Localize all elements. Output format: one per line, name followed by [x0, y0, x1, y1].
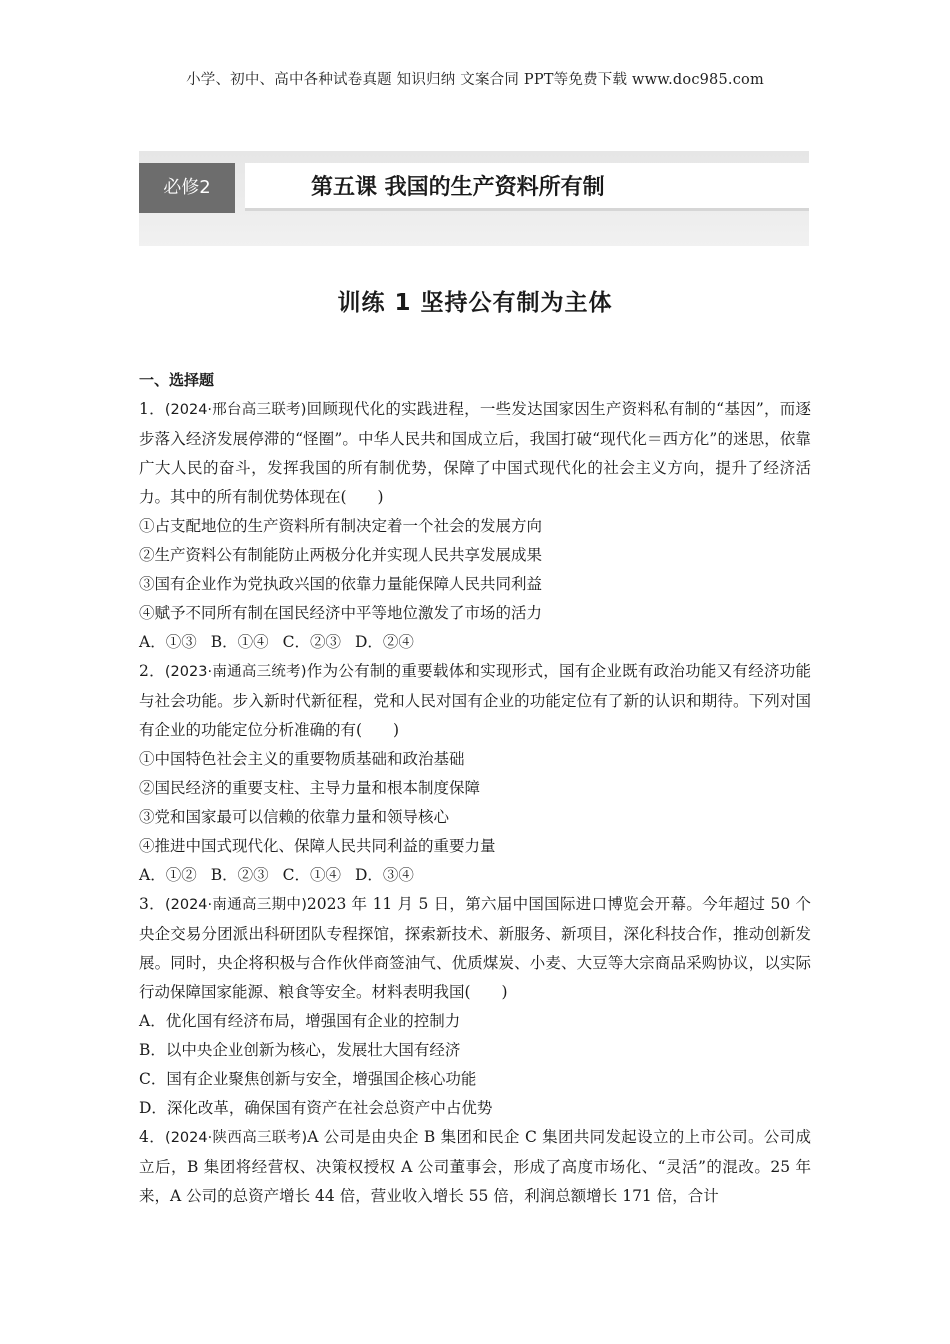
training-title: 训练 1 坚持公有制为主体 — [337, 290, 613, 316]
question-4 — [139, 1123, 811, 1211]
question-content — [139, 366, 811, 1211]
statement: ②生产资料公有制能防止两极分化并实现人民共享发展成果 — [139, 546, 543, 564]
question-stem — [139, 1123, 811, 1211]
option: C．国有企业聚焦创新与安全，增强国企核心功能 — [139, 1070, 477, 1088]
question-source: (2023·南通高三统考) — [164, 664, 307, 680]
option: A．①② — [139, 866, 197, 884]
option: B．以中央企业创新为核心，发展壮大国有经济 — [139, 1041, 461, 1059]
statement: ④赋予不同所有制在国民经济中平等地位激发了市场的活力 — [139, 604, 543, 622]
lesson-banner — [139, 151, 809, 246]
option: D．深化改革，确保国有资产在社会总资产中占优势 — [139, 1099, 493, 1117]
statement: ④推进中国式现代化、保障人民共同利益的重要力量 — [139, 837, 496, 855]
question-number: 4． — [139, 1128, 166, 1146]
statement: ②国民经济的重要支柱、主导力量和根本制度保障 — [139, 779, 481, 797]
question-text: 回顾现代化的实践进程，一些发达国家因生产资料私有制的“基因”，而逐步落入经济发展停滞的“怪圈”。中华人民共和国成立后，我国打破“现代化＝西方化”的迷思，依靠广大人民的奋斗，发挥我国的所有制优势，保障了中国式现代化的社会主义方向，提升了经济活力。其中的所有制优势体现在( ) — [139, 400, 811, 506]
answer-options — [139, 628, 811, 657]
option: C．②③ — [282, 633, 341, 651]
question-text: 2023 年 11 月 5 日，第六届中国国际进口博览会开幕。今年超过 50 个央企交易分团派出科研团队专程探馆，探索新技术、新服务、新项目，深化科技合作，推动创新发展。同时，央企将积极与合作伙伴商签油气、优质煤炭、小麦、大豆等大宗商品采购协议，以实际行动保障国家能源、粮食等安全。材料表明我国( ) — [139, 895, 812, 1001]
question-2 — [139, 657, 811, 890]
section-title: 一、选择题 — [139, 371, 215, 389]
statement: ①占支配地位的生产资料所有制决定着一个社会的发展方向 — [139, 517, 543, 535]
option: D．③④ — [354, 866, 414, 884]
option: A．①③ — [139, 633, 197, 651]
question-text: A 公司是由央企 B 集团和民企 C 集团共同发起设立的上市公司。公司成立后，B 集团将经营权、决策权授权 A 公司董事会，形成了高度市场化、“灵活”的混改。25 年来，A 公司的总资产增长 44 倍，营业收入增长 55 倍，利润总额增长 171 倍，合计 — [139, 1128, 811, 1205]
question-text: 作为公有制的重要载体和实现形式，国有企业既有政治功能又有经济功能与社会功能。步入新时代新征程，党和人民对国有企业的功能定位有了新的认识和期待。下列对国有企业的功能定位分析准确的有( ) — [139, 662, 811, 739]
question-source: (2024·南通高三期中) — [164, 897, 307, 913]
question-stem — [139, 890, 811, 1007]
banner-tab: 必修2 — [139, 163, 235, 213]
option: B．②③ — [210, 866, 269, 884]
option: B．①④ — [210, 633, 269, 651]
answer-options — [139, 861, 811, 890]
question-1 — [139, 395, 811, 657]
question-stem — [139, 395, 811, 512]
question-number: 1． — [139, 400, 165, 418]
statement: ③党和国家最可以信赖的依靠力量和领导核心 — [139, 808, 450, 826]
question-number: 2． — [139, 662, 165, 680]
option: D．②④ — [354, 633, 414, 651]
question-stem — [139, 657, 811, 745]
question-3 — [139, 890, 811, 1123]
statement: ①中国特色社会主义的重要物质基础和政治基础 — [139, 750, 465, 768]
question-source: (2024·陕西高三联考) — [165, 1130, 308, 1146]
statement: ③国有企业作为党执政兴国的依靠力量能保障人民共同利益 — [139, 575, 543, 593]
question-number: 3． — [139, 895, 165, 913]
question-source: (2024·邢台高三联考) — [164, 402, 307, 418]
site-header: 小学、初中、高中各种试卷真题 知识归纳 文案合同 PPT等免费下载 www.doc985.com — [186, 72, 764, 88]
lesson-title: 第五课 我国的生产资料所有制 — [245, 163, 809, 211]
option: C．①④ — [282, 866, 341, 884]
option: A．优化国有经济布局，增强国有企业的控制力 — [139, 1012, 461, 1030]
